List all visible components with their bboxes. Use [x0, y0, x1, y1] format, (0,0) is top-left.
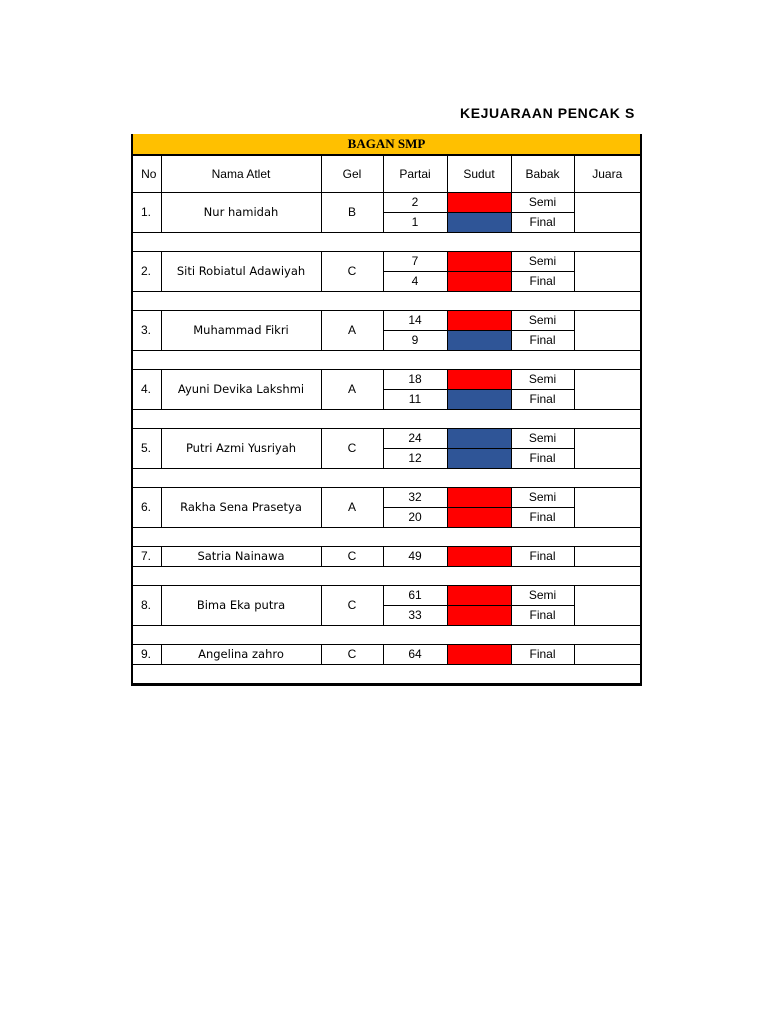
match-babak: Final: [511, 390, 574, 410]
athlete-gel: A: [321, 311, 383, 351]
spacer-row: [133, 351, 640, 370]
corner-color-cell: [447, 193, 511, 213]
corner-color-cell: [447, 645, 511, 665]
corner-color-cell: [447, 213, 511, 233]
match-partai: 64: [383, 645, 447, 665]
spacer-row: [133, 567, 640, 586]
match-babak: Final: [511, 508, 574, 528]
match-partai: 61: [383, 586, 447, 606]
header-juara: Juara: [574, 156, 640, 193]
match-babak: Final: [511, 213, 574, 233]
athlete-juara-cell: [574, 488, 640, 528]
athlete-gel: B: [321, 193, 383, 233]
athlete-number: 6.: [133, 488, 161, 528]
match-partai: 12: [383, 449, 447, 469]
match-partai: 2: [383, 193, 447, 213]
match-babak: Final: [511, 449, 574, 469]
spacer-row: [133, 626, 640, 645]
match-babak: Semi: [511, 252, 574, 272]
match-partai: 11: [383, 390, 447, 410]
header-sudut: Sudut: [447, 156, 511, 193]
athlete-number: 1.: [133, 193, 161, 233]
match-partai: 18: [383, 370, 447, 390]
corner-color-cell: [447, 449, 511, 469]
athlete-name: Muhammad Fikri: [161, 311, 321, 351]
athlete-name: Rakha Sena Prasetya: [161, 488, 321, 528]
match-partai: 32: [383, 488, 447, 508]
athlete-juara-cell: [574, 370, 640, 410]
athlete-number: 4.: [133, 370, 161, 410]
spacer-row: [133, 233, 640, 252]
athlete-juara-cell: [574, 547, 640, 567]
match-babak: Final: [511, 331, 574, 351]
athlete-match-row: [133, 193, 640, 213]
athlete-number: 3.: [133, 311, 161, 351]
corner-color-cell: [447, 547, 511, 567]
spacer-row: [133, 528, 640, 547]
athlete-number: 9.: [133, 645, 161, 665]
athlete-gel: C: [321, 252, 383, 292]
athlete-name: Ayuni Devika Lakshmi: [161, 370, 321, 410]
header-partai: Partai: [383, 156, 447, 193]
athlete-match-row: [133, 311, 640, 331]
header-babak: Babak: [511, 156, 574, 193]
match-babak: Final: [511, 272, 574, 292]
match-babak: Semi: [511, 429, 574, 449]
corner-color-cell: [447, 370, 511, 390]
athlete-match-row: [133, 488, 640, 508]
spacer-row: [133, 665, 640, 684]
athlete-name: Putri Azmi Yusriyah: [161, 429, 321, 469]
athlete-juara-cell: [574, 252, 640, 292]
athlete-juara-cell: [574, 193, 640, 233]
spacer-row: [133, 410, 640, 429]
corner-color-cell: [447, 488, 511, 508]
header-row: [133, 156, 640, 193]
corner-color-cell: [447, 311, 511, 331]
document-title: KEJUARAAN PENCAK S: [460, 105, 635, 121]
athlete-gel: A: [321, 370, 383, 410]
match-babak: Final: [511, 606, 574, 626]
match-partai: 33: [383, 606, 447, 626]
athlete-name: Nur hamidah: [161, 193, 321, 233]
match-partai: 1: [383, 213, 447, 233]
athlete-match-row: [133, 370, 640, 390]
athlete-gel: C: [321, 429, 383, 469]
corner-color-cell: [447, 586, 511, 606]
athlete-number: 5.: [133, 429, 161, 469]
header-name: Nama Atlet: [161, 156, 321, 193]
athlete-match-row: [133, 252, 640, 272]
match-babak: Final: [511, 645, 574, 665]
match-babak: Semi: [511, 311, 574, 331]
match-partai: 9: [383, 331, 447, 351]
match-babak: Semi: [511, 370, 574, 390]
match-babak: Semi: [511, 193, 574, 213]
header-no: No: [133, 156, 161, 193]
athlete-number: 2.: [133, 252, 161, 292]
corner-color-cell: [447, 390, 511, 410]
athlete-number: 7.: [133, 547, 161, 567]
banner-bagan-smp: BAGAN SMP: [133, 134, 640, 155]
match-partai: 7: [383, 252, 447, 272]
athlete-name: Satria Nainawa: [161, 547, 321, 567]
match-partai: 49: [383, 547, 447, 567]
corner-color-cell: [447, 429, 511, 449]
athlete-juara-cell: [574, 311, 640, 351]
athlete-number: 8.: [133, 586, 161, 626]
corner-color-cell: [447, 508, 511, 528]
athlete-name: Siti Robiatul Adawiyah: [161, 252, 321, 292]
athlete-match-row: [133, 429, 640, 449]
athlete-match-row: [133, 547, 640, 567]
athlete-gel: C: [321, 547, 383, 567]
athlete-name: Bima Eka putra: [161, 586, 321, 626]
match-partai: 24: [383, 429, 447, 449]
spacer-row: [133, 292, 640, 311]
corner-color-cell: [447, 331, 511, 351]
corner-color-cell: [447, 252, 511, 272]
athlete-match-row: [133, 645, 640, 665]
corner-color-cell: [447, 272, 511, 292]
athlete-name: Angelina zahro: [161, 645, 321, 665]
match-babak: Semi: [511, 488, 574, 508]
athlete-juara-cell: [574, 429, 640, 469]
athlete-table: [133, 155, 640, 684]
athlete-gel: A: [321, 488, 383, 528]
header-gel: Gel: [321, 156, 383, 193]
corner-color-cell: [447, 606, 511, 626]
match-partai: 4: [383, 272, 447, 292]
match-partai: 20: [383, 508, 447, 528]
match-babak: Semi: [511, 586, 574, 606]
match-partai: 14: [383, 311, 447, 331]
athlete-match-row: [133, 586, 640, 606]
athlete-gel: C: [321, 645, 383, 665]
athlete-juara-cell: [574, 586, 640, 626]
match-babak: Final: [511, 547, 574, 567]
bracket-sheet: [131, 134, 642, 686]
spacer-row: [133, 469, 640, 488]
athlete-juara-cell: [574, 645, 640, 665]
athlete-gel: C: [321, 586, 383, 626]
